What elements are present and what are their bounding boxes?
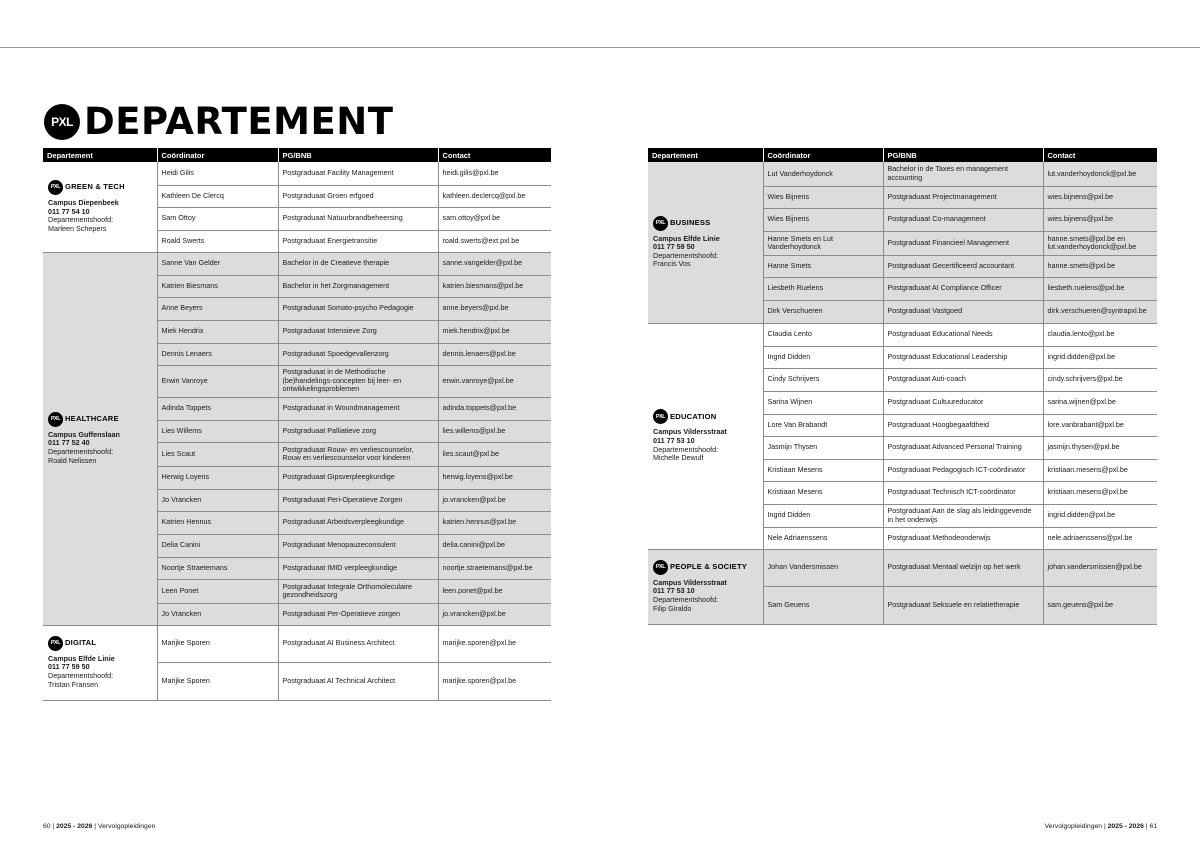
head-name: Roald Nelissen <box>48 455 97 465</box>
page-number-left: 60 <box>43 823 51 830</box>
program-cell: Postgraduaat Co-management <box>883 208 1043 231</box>
contact-cell: katrien.biesmans@pxl.be <box>438 275 551 297</box>
contact-cell: kristiaan.mesens@pxl.be <box>1043 481 1157 504</box>
contact-cell: herwig.loyens@pxl.be <box>438 466 551 489</box>
program-cell: Postgraduaat Somato-psycho Pedagogie <box>278 297 438 320</box>
contact-cell: sarina.wijnen@pxl.be <box>1043 391 1157 414</box>
contact-cell: kristiaan.mesens@pxl.be <box>1043 459 1157 481</box>
head-label: Departementshoofd: <box>653 595 719 604</box>
header-pg-bnb: PG/BNB <box>883 148 1043 162</box>
head-label: Departementshoofd: <box>653 444 719 454</box>
department-name <box>48 636 152 651</box>
coordinator-cell: Marijke Sporen <box>157 662 278 700</box>
program-cell: Postgraduaat in de Methodische (be)handelings-concepten bij leer- en ontwikkelingsproblemen <box>278 365 438 397</box>
program-cell: Postgraduaat in Woundmanagement <box>278 397 438 420</box>
head-name: Filip Giraldo <box>653 603 692 613</box>
department-table-left <box>43 148 551 701</box>
coordinator-cell: Jasmijn Thysen <box>763 436 883 459</box>
program-cell: Postgraduaat Technisch ICT-coördinator <box>883 481 1043 504</box>
program-cell: Postgraduaat Cultuureducator <box>883 391 1043 414</box>
campus-phone: 011 77 59 50 <box>653 242 695 252</box>
campus-phone: 011 77 52 40 <box>48 438 90 448</box>
department-info <box>653 579 758 613</box>
department-cell <box>43 252 157 625</box>
program-cell: Postgraduaat Per-Operatieve zorgen <box>278 603 438 625</box>
footer-section-right: Vervolgopleidingen <box>1044 823 1103 830</box>
head-label: Departementshoofd: <box>653 250 719 260</box>
program-cell: Postgraduaat Energietransitie <box>278 230 438 252</box>
footer-left: 60 | 2025 - 2026 | Vervolgopleidingen <box>43 823 156 830</box>
coordinator-cell: Delia Canini <box>157 534 278 557</box>
coordinator-cell: Adinda Toppets <box>157 397 278 420</box>
coordinator-cell: Herwig Loyens <box>157 466 278 489</box>
contact-cell: hanne.smets@pxl.be en lut.vanderhoydonck@pxl.be <box>1043 231 1157 255</box>
table-row <box>648 162 1157 186</box>
program-cell: Postgraduaat Menopauzeconsulent <box>278 534 438 557</box>
footer-section-left: Vervolgopleidingen <box>97 823 156 830</box>
pxl-logo-icon: PXL <box>48 180 63 195</box>
department-group <box>648 162 1157 323</box>
footer-years-right: 2025 - 2026 <box>1107 823 1144 830</box>
contact-cell: erwin.vanroye@pxl.be <box>438 365 551 397</box>
contact-cell: lies.scaut@pxl.be <box>438 442 551 466</box>
table-row <box>43 252 551 275</box>
coordinator-cell: Jo Vrancken <box>157 489 278 511</box>
contact-cell: ingrid.didden@pxl.be <box>1043 346 1157 368</box>
header-pg-bnb: PG/BNB <box>278 148 438 162</box>
header-departement: Departement <box>648 148 763 162</box>
department-info <box>48 431 152 465</box>
coordinator-cell: Marijke Sporen <box>157 625 278 662</box>
contact-cell: sanne.vangelder@pxl.be <box>438 252 551 275</box>
coordinator-cell: Roald Swerts <box>157 230 278 252</box>
table-header-row <box>43 148 551 162</box>
contact-cell: noortje.straetemans@pxl.be <box>438 557 551 579</box>
program-cell: Postgraduaat IMID verpleegkundige <box>278 557 438 579</box>
department-cell <box>648 162 763 323</box>
contact-cell: anne.beyers@pxl.be <box>438 297 551 320</box>
coordinator-cell: Katrien Biesmans <box>157 275 278 297</box>
coordinator-cell: Sam Geuens <box>763 586 883 624</box>
department-name <box>48 180 152 195</box>
program-cell: Bachelor in de Creatieve therapie <box>278 252 438 275</box>
campus-name: Campus Diepenbeek <box>48 198 119 208</box>
program-cell: Postgraduaat Methodeonderwijs <box>883 527 1043 549</box>
contact-cell: johan.vandersmissen@pxl.be <box>1043 549 1157 586</box>
department-title: BUSINESS <box>670 217 711 227</box>
contact-cell: jo.vrancken@pxl.be <box>438 489 551 511</box>
department-group <box>648 549 1157 624</box>
program-cell: Postgraduaat Financieel Management <box>883 231 1043 255</box>
department-group <box>648 323 1157 549</box>
head-name: Tristan Fransen <box>48 679 99 689</box>
department-info <box>48 199 152 233</box>
contact-cell: claudia.lento@pxl.be <box>1043 323 1157 346</box>
head-label: Departementshoofd: <box>48 447 114 456</box>
campus-name: Campus Elfde Linie <box>48 653 115 663</box>
pxl-logo-icon: PXL <box>653 560 668 575</box>
contact-cell: wies.bijnens@pxl.be <box>1043 208 1157 231</box>
department-title: GREEN & TECH <box>65 182 125 192</box>
head-label: Departementshoofd: <box>48 671 114 680</box>
program-cell: Postgraduaat Rouw- en verliescounselor, Rouw en verliescounselor voor kinderen <box>278 442 438 466</box>
coordinator-cell: Wies Bijnens <box>763 186 883 208</box>
table-row <box>43 162 551 185</box>
contact-cell: miek.hendrix@pxl.be <box>438 320 551 343</box>
table-header-row <box>648 148 1157 162</box>
header-coordinator: Coördinator <box>157 148 278 162</box>
campus-name: Campus Elfde Linie <box>653 233 720 243</box>
header-contact: Contact <box>438 148 551 162</box>
program-cell: Postgraduaat Gipsverpleegkundige <box>278 466 438 489</box>
contact-cell: lore.vanbrabant@pxl.be <box>1043 414 1157 436</box>
program-cell: Postgraduaat Educational Needs <box>883 323 1043 346</box>
program-cell: Postgraduaat Arbeidsverpleegkundige <box>278 511 438 534</box>
coordinator-cell: Heidi Gilis <box>157 162 278 185</box>
coordinator-cell: Kathleen De Clercq <box>157 185 278 207</box>
contact-cell: hanne.smets@pxl.be <box>1043 255 1157 277</box>
coordinator-cell: Cindy Schrijvers <box>763 368 883 391</box>
program-cell: Postgraduaat Seksuele en relatietherapie <box>883 586 1043 624</box>
header-departement: Departement <box>43 148 157 162</box>
department-cell <box>648 323 763 549</box>
page-header <box>44 100 394 143</box>
department-info <box>653 428 758 462</box>
page-number-right: 61 <box>1149 823 1157 830</box>
department-group <box>43 625 551 700</box>
campus-phone: 011 77 59 50 <box>48 662 90 672</box>
coordinator-cell: Lut Vanderhoydonck <box>763 162 883 186</box>
program-cell: Postgraduaat AI Compliance Officer <box>883 277 1043 300</box>
department-info <box>653 235 758 269</box>
department-title: PEOPLE & SOCIETY <box>670 562 748 572</box>
coordinator-cell: Nele Adriaenssens <box>763 527 883 549</box>
contact-cell: roald.swerts@ext.pxl.be <box>438 230 551 252</box>
department-cell <box>43 625 157 700</box>
program-cell: Postgraduaat Groen erfgoed <box>278 185 438 207</box>
pxl-logo-icon: PXL <box>48 636 63 651</box>
campus-name: Campus Vildersstraat <box>653 427 727 437</box>
coordinator-cell: Ingrid Didden <box>763 346 883 368</box>
campus-name: Campus Vildersstraat <box>653 577 727 587</box>
program-cell: Postgraduaat AI Technical Architect <box>278 662 438 700</box>
program-cell: Postgraduaat Aan de slag als leidinggevende in het onderwijs <box>883 504 1043 527</box>
coordinator-cell: Lies Scaut <box>157 442 278 466</box>
contact-cell: adinda.toppets@pxl.be <box>438 397 551 420</box>
program-cell: Postgraduaat Gecertificeerd accountant <box>883 255 1043 277</box>
program-cell: Postgraduaat Natuurbrandbeheersing <box>278 207 438 230</box>
table-row <box>648 323 1157 346</box>
footer-years-left: 2025 - 2026 <box>56 823 93 830</box>
head-name: Michelle Dewulf <box>653 453 704 463</box>
coordinator-cell: Lore Van Brabandt <box>763 414 883 436</box>
contact-cell: marijke.sporen@pxl.be <box>438 662 551 700</box>
program-cell: Postgraduaat AI Business Architect <box>278 625 438 662</box>
department-name <box>653 409 758 424</box>
program-cell: Postgraduaat Educational Leadership <box>883 346 1043 368</box>
campus-phone: 011 77 54 10 <box>48 206 90 216</box>
coordinator-cell: Ingrid Didden <box>763 504 883 527</box>
coordinator-cell: Sarina Wijnen <box>763 391 883 414</box>
program-cell: Postgraduaat Advanced Personal Training <box>883 436 1043 459</box>
program-cell: Postgraduaat Vastgoed <box>883 300 1043 323</box>
coordinator-cell: Liesbeth Ruelens <box>763 277 883 300</box>
header-coordinator: Coördinator <box>763 148 883 162</box>
contact-cell: kathleen.declercq@pxl.be <box>438 185 551 207</box>
pxl-logo-icon: PXL <box>653 409 668 424</box>
contact-cell: heidi.gilis@pxl.be <box>438 162 551 185</box>
coordinator-cell: Johan Vandersmissen <box>763 549 883 586</box>
program-cell: Postgraduaat Peri-Operatieve Zorgen <box>278 489 438 511</box>
contact-cell: leen.ponet@pxl.be <box>438 579 551 603</box>
pxl-logo: PXL <box>44 104 80 140</box>
contact-cell: cindy.schrijvers@pxl.be <box>1043 368 1157 391</box>
program-cell: Postgraduaat Spoedgevallenzorg <box>278 343 438 365</box>
contact-cell: ingrid.didden@pxl.be <box>1043 504 1157 527</box>
pxl-logo-icon: PXL <box>653 216 668 231</box>
coordinator-cell: Miek Hendrix <box>157 320 278 343</box>
program-cell: Postgraduaat Auti-coach <box>883 368 1043 391</box>
coordinator-cell: Kristiaan Mesens <box>763 481 883 504</box>
contact-cell: dennis.lenaers@pxl.be <box>438 343 551 365</box>
department-title: EDUCATION <box>670 411 717 421</box>
contact-cell: wies.bijnens@pxl.be <box>1043 186 1157 208</box>
program-cell: Postgraduaat Palliatieve zorg <box>278 420 438 442</box>
footer-right: Vervolgopleidingen | 2025 - 2026 | 61 <box>1044 823 1157 830</box>
department-name <box>653 216 758 231</box>
program-cell: Postgraduaat Pedagogisch ICT-coördinator <box>883 459 1043 481</box>
pxl-logo-icon: PXL <box>48 412 63 427</box>
contact-cell: liesbeth.ruelens@pxl.be <box>1043 277 1157 300</box>
department-info <box>48 655 152 689</box>
program-cell: Postgraduaat Hoogbegaafdheid <box>883 414 1043 436</box>
contact-cell: nele.adriaenssens@pxl.be <box>1043 527 1157 549</box>
coordinator-cell: Sanne Van Gelder <box>157 252 278 275</box>
coordinator-cell: Claudia Lento <box>763 323 883 346</box>
department-table-right <box>648 148 1157 625</box>
program-cell: Bachelor in de Taxes en management accounting <box>883 162 1043 186</box>
program-cell: Bachelor in het Zorgmanagement <box>278 275 438 297</box>
program-cell: Postgraduaat Facility Management <box>278 162 438 185</box>
program-cell: Postgraduaat Intensieve Zorg <box>278 320 438 343</box>
contact-cell: lies.willems@pxl.be <box>438 420 551 442</box>
head-label: Departementshoofd: <box>48 215 114 225</box>
head-name: Marleen Schepers <box>48 223 107 233</box>
coordinator-cell: Wies Bijnens <box>763 208 883 231</box>
coordinator-cell: Leen Ponet <box>157 579 278 603</box>
table-row <box>648 549 1157 586</box>
department-group <box>43 252 551 625</box>
coordinator-cell: Anne Beyers <box>157 297 278 320</box>
coordinator-cell: Hanne Smets en Lut Vanderhoydonck <box>763 231 883 255</box>
department-cell <box>648 549 763 624</box>
contact-cell: lut.vanderhoydonck@pxl.be <box>1043 162 1157 186</box>
coordinator-cell: Lies Willems <box>157 420 278 442</box>
contact-cell: marijke.sporen@pxl.be <box>438 625 551 662</box>
contact-cell: dirk.verschueren@syntrapxl.be <box>1043 300 1157 323</box>
department-title: DIGITAL <box>65 638 97 648</box>
department-name <box>653 560 758 575</box>
department-name <box>48 412 152 427</box>
program-cell: Postgraduaat Projectmanagement <box>883 186 1043 208</box>
campus-phone: 011 77 53 10 <box>653 586 695 596</box>
coordinator-cell: Sam Ottoy <box>157 207 278 230</box>
coordinator-cell: Noortje Straetemans <box>157 557 278 579</box>
contact-cell: katrien.hennus@pxl.be <box>438 511 551 534</box>
head-name: Francis Vos <box>653 259 691 269</box>
coordinator-cell: Kristiaan Mesens <box>763 459 883 481</box>
coordinator-cell: Hanne Smets <box>763 255 883 277</box>
department-group <box>43 162 551 252</box>
contact-cell: jasmijn.thysen@pxl.be <box>1043 436 1157 459</box>
contact-cell: jo.vrancken@pxl.be <box>438 603 551 625</box>
contact-cell: sam.geuens@pxl.be <box>1043 586 1157 624</box>
top-rule <box>0 47 1200 48</box>
department-title: HEALTHCARE <box>65 414 119 424</box>
coordinator-cell: Jo Vrancken <box>157 603 278 625</box>
campus-name: Campus Guffenslaan <box>48 429 120 439</box>
coordinator-cell: Erwin Vanroye <box>157 365 278 397</box>
coordinator-cell: Dirk Verschueren <box>763 300 883 323</box>
program-cell: Postgraduaat Integrale Orthomoleculaire gezondheidszorg <box>278 579 438 603</box>
coordinator-cell: Dennis Lenaers <box>157 343 278 365</box>
contact-cell: sam.ottoy@pxl.be <box>438 207 551 230</box>
table-row <box>43 625 551 662</box>
header-contact: Contact <box>1043 148 1157 162</box>
campus-phone: 011 77 53 10 <box>653 435 695 445</box>
program-cell: Postgraduaat Mentaal welzijn op het werk <box>883 549 1043 586</box>
department-cell <box>43 162 157 252</box>
contact-cell: delia.canini@pxl.be <box>438 534 551 557</box>
page-title: DEPARTEMENT <box>84 100 394 143</box>
coordinator-cell: Katrien Hennus <box>157 511 278 534</box>
